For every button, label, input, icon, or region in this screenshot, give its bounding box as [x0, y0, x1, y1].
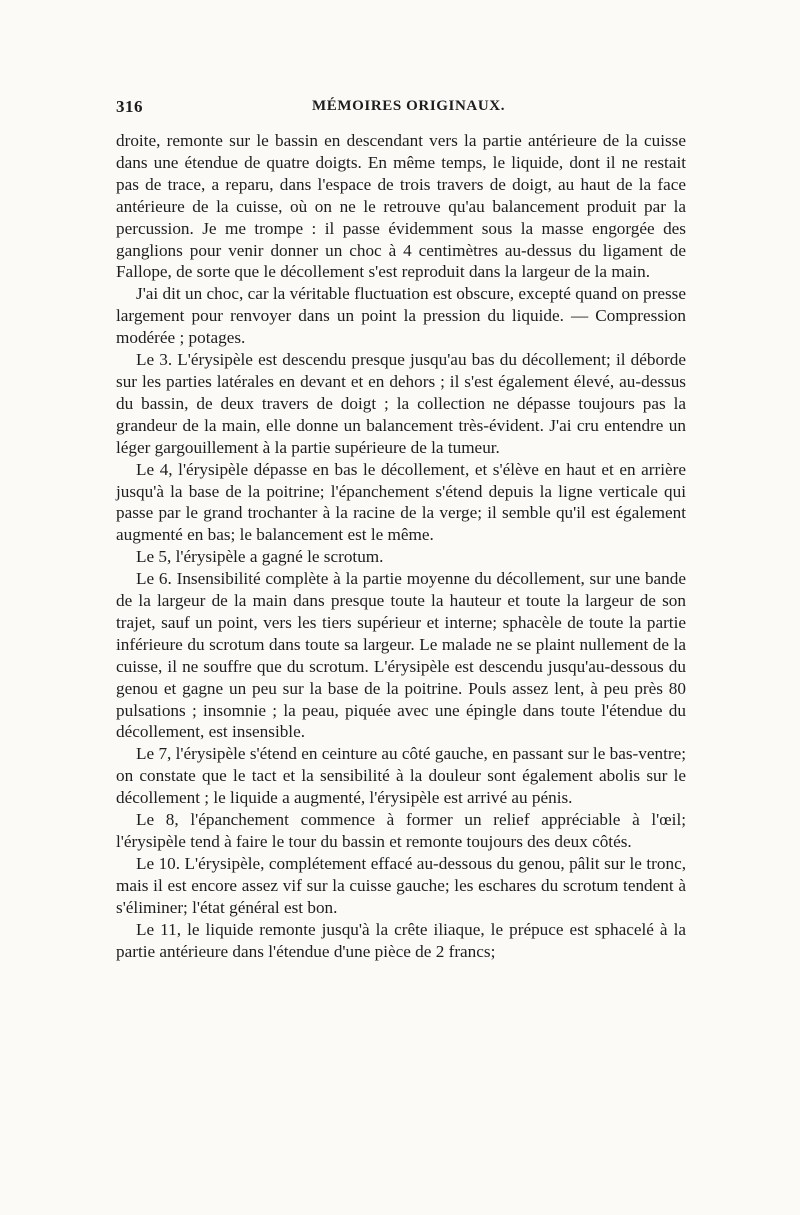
paragraph-3: Le 3. L'érysipèle est descendu presque jusqu'au bas du décollement; il déborde sur les parties latérales en devant et en dehors ; il s'est également élevé, au-dessus du bassin, de deux travers de doigt ; la collection ne dépasse toujours pas la grandeur de la main, elle donne un balancement très-évident. J'ai cru entendre un léger gargouillement à la partie supérieure de la tumeur. — [116, 350, 686, 457]
paragraph-4: Le 4, l'érysipèle dépasse en bas le décollement, et s'élève en haut et en arrière jusqu'à la base de la poitrine; l'épanchement s'étend depuis la ligne verticale qui passe par le grand trochanter à la racine de la verge; il semble qu'il est également augmenté en bas; le balancement est le même. — [116, 459, 686, 545]
paragraph-2: J'ai dit un choc, car la véritable fluctuation est obscure, excepté quand on presse largement pour renvoyer dans un point la pression du liquide. — Compression modérée ; potages. — [116, 284, 686, 348]
paragraph-1: droite, remonte sur le bassin en descendant vers la partie antérieure de la cuisse dans une étendue de quatre doigts. En même temps, le liquide, dont il ne restait pas de trace, a reparu, dans l'espace de trois travers de doigt, au haut de la face antérieure de la cuisse, où on ne le retrouve qu'au balancement produit par la percussion. Je me trompe : il passe évidemment sous la masse engorgée des ganglions pour venir donner un choc à 4 centimètres au-dessus du ligament de Fallope, de sorte que le décollement s'est reproduit dans la largeur de la main. — [116, 131, 686, 282]
paragraph-10: Le 11, le liquide remonte jusqu'à la crête iliaque, le prépuce est sphacelé à la partie antérieure dans l'étendue d'une pièce de 2 francs; — [116, 919, 686, 961]
paragraph-7: Le 7, l'érysipèle s'étend en ceinture au côté gauche, en passant sur le bas-ventre; on constate que le tact et la sensibilité à la douleur sont également abolis sur le décollement ; le liquide a augmenté, l'érysipèle est arrivé au pénis. — [116, 744, 686, 808]
paragraph-6: Le 6. Insensibilité complète à la partie moyenne du décollement, sur une bande de la largeur de la main dans presque toute la hauteur et toute la largeur de son trajet, sauf un point, vers les tiers supérieur et interne; sphacèle de toute la partie inférieure du scrotum dans toute sa largeur. Le malade ne se plaint nullement de la cuisse, il ne souffre que du scrotum. L'érysipèle est descendu jusqu'au-dessous du genou et gagne un peu sur la base de la poitrine. Pouls assez lent, à peu près 80 pulsations ; insomnie ; la peau, piquée avec une épingle dans toute l'étendue du décollement, est insensible. — [116, 569, 686, 742]
paragraph-5: Le 5, l'érysipèle a gagné le scrotum. — [136, 547, 384, 567]
paragraph-8: Le 8, l'épanchement commence à former un relief appréciable à l'œil; l'érysipèle tend à faire le tour du bassin et remonte toujours des deux côtés. — [116, 810, 686, 851]
paragraph-9: Le 10. L'érysipèle, complétement effacé au-dessous du genou, pâlit sur le tronc, mais il est encore assez vif sur la cuisse gauche; les eschares du scrotum tendent à s'éliminer; l'état général est bon. — [116, 853, 686, 917]
page-number: 316 — [116, 97, 143, 116]
running-title: MÉMOIRES ORIGINAUX. — [312, 98, 506, 114]
body-text — [116, 130, 686, 962]
page-header — [116, 97, 686, 123]
